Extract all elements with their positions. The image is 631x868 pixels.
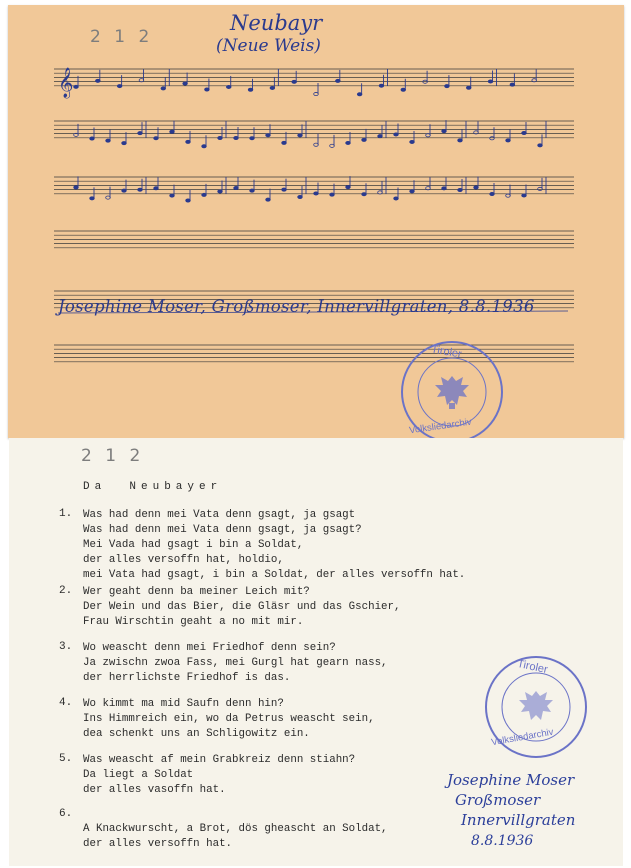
verse-line: Ins Himmreich ein, wo da Petrus weascht sein, [83,713,375,725]
handwritten-notes [74,176,546,202]
verse-number: 4. [59,697,73,709]
verse-line: Mei Vada had gsagt i bin a Soldat, [83,539,304,551]
verse-line: Frau Wirschtin geaht a no mit mir. [83,616,304,628]
treble-clef-icon: 𝄞 [58,68,74,98]
staff [54,177,574,194]
catalog-number: 2 1 2 [90,27,154,47]
verse-line: der alles vasoffn hat. [83,784,226,796]
music-staves [8,5,624,438]
verse-line: Der Wein und das Bier, die Gläsr und das Gschier, [83,601,401,613]
staff [54,69,574,86]
handwritten-notes [74,120,546,148]
verse-line: dea schenkt uns an Schligowitz ein. [83,728,310,740]
archive-stamp-bottom [485,656,587,758]
verse-line: Ja zwischn zwoa Fass, mei Gurgl hat gearn nass, [83,657,388,669]
stamp-text-top: Tiroler [430,343,463,361]
staff [54,231,574,248]
verse-line: Wo kimmt ma mid Saufn denn hin? [83,698,284,710]
verse-number: 1. [59,508,73,520]
verse-line: Was weascht af mein Grabkreiz denn stiahn? [83,754,356,766]
verse-line: Was had denn mei Vata denn gsagt, ja gsagt [83,509,356,521]
lyrics-sheet [9,438,623,866]
lyrics-title: Da Neubayer [83,481,223,493]
song-title: Neubayr [230,11,323,35]
verse-line: Wo weascht denn mei Friedhof denn sein? [83,642,336,654]
signature-date: 8.8.1936 [471,833,534,849]
song-subtitle: (Neue Weis) [216,36,321,56]
signature-line: Josephine Moser [447,771,575,789]
verse-line: Da liegt a Soldat [83,769,194,781]
verse-line: Was had denn mei Vata denn gsagt, ja gsagt? [83,524,362,536]
verse-number: 3. [59,641,73,653]
verse-number: 2. [59,585,73,597]
source-line: Josephine Moser, Großmoser, Innervillgraten, 8.8.1936 [58,297,535,316]
music-sheet [8,5,624,438]
verse-number: 5. [59,753,73,765]
verse-number: 6. [59,808,73,820]
verse-line: Wer geaht denn ba meiner Leich mit? [83,586,310,598]
verse-line: mei Vata had gsagt, i bin a Soldat, der alles versoffn hat. [83,569,466,581]
verse-line: der alles versoffn hat, holdio, [83,554,284,566]
signature-line: Innervillgraten [461,811,576,829]
verse-line: der herrlichste Friedhof is das. [83,672,291,684]
staff [54,121,574,138]
catalog-number-bottom: 2 1 2 [81,446,145,466]
signature-line: Großmoser [455,791,541,809]
archive-stamp [401,341,503,443]
verse-line: A Knackwurscht, a Brot, dös gheascht an Soldat, [83,823,388,835]
stamp-text-top: Tiroler [516,657,549,677]
stamp-text-bottom: Volksliedarchiv [408,416,473,437]
verse-line: der alles versoffn hat. [83,838,233,850]
stamp-text-bottom: Volksliedarchiv [490,726,555,749]
